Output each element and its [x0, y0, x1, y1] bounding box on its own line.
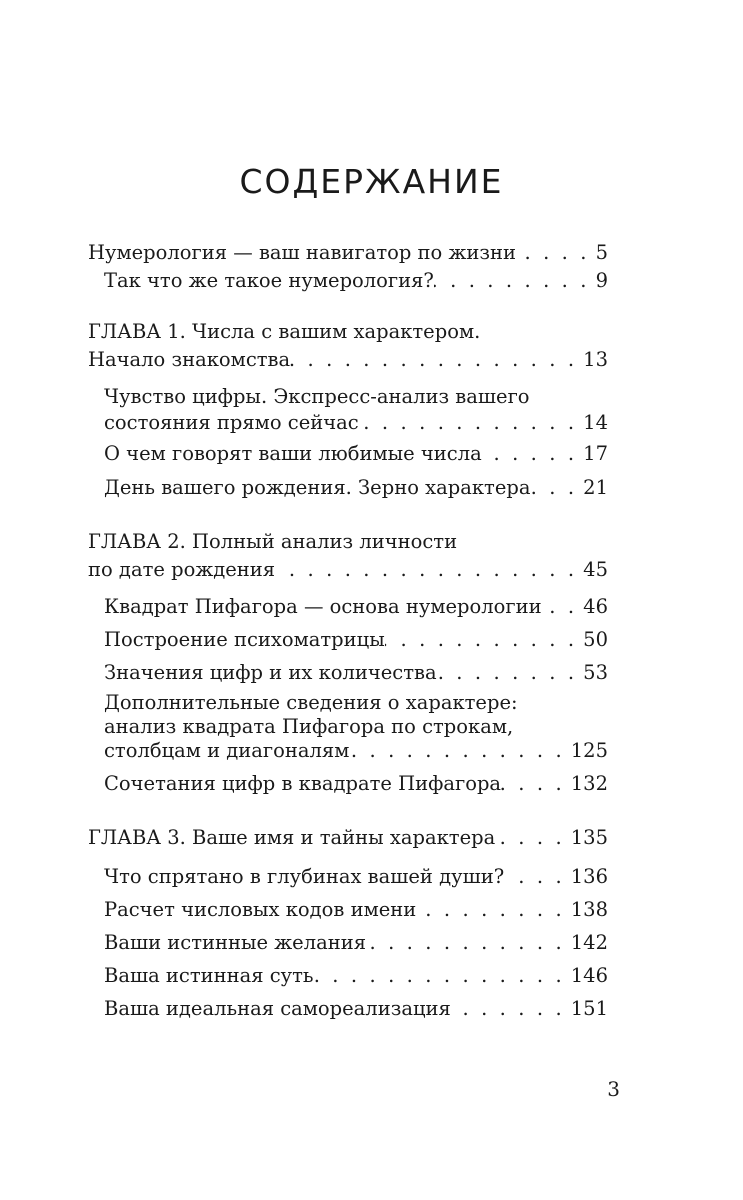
toc-entry-page: 138	[570, 898, 608, 921]
toc-entry-page: 151	[570, 997, 608, 1020]
toc-entry-page: 142	[570, 931, 608, 954]
dot-leader	[314, 962, 571, 990]
toc-entry-additional-info[interactable]	[104, 737, 608, 765]
toc-entry-page: 9	[595, 269, 608, 292]
dot-leader	[495, 824, 571, 852]
toc-entry-page: 17	[583, 442, 608, 465]
dot-leader	[366, 929, 571, 957]
toc-entry-title-line: анализ квадрата Пифагора по строкам,	[104, 715, 514, 738]
toc-entry-page: 46	[583, 595, 608, 618]
dot-leader	[275, 556, 583, 584]
toc-entry-title: Ваша истинная суть	[104, 964, 314, 987]
toc-entry-page: 53	[583, 661, 608, 684]
toc-entry-title: День вашего рождения. Зерно характера	[104, 476, 531, 499]
toc-entry-page: 132	[570, 772, 608, 795]
toc-entry-birthday[interactable]	[104, 474, 608, 502]
dot-leader	[290, 346, 583, 374]
toc-chapter-1[interactable]	[88, 346, 608, 374]
toc-chapter-2-heading[interactable]	[88, 528, 608, 556]
dot-leader	[359, 409, 583, 437]
toc-entry-psychomatrix[interactable]	[104, 626, 608, 654]
dot-leader	[542, 593, 584, 621]
toc-entry-title: Что спрятано в глубинах вашей души?	[104, 865, 505, 888]
page-title: СОДЕРЖАНИЕ	[239, 162, 504, 201]
toc-entry-title-line: Дополнительные сведения о характере:	[104, 691, 518, 714]
toc-entry-page: 13	[583, 348, 608, 371]
toc-entry-title: по дате рождения	[88, 558, 276, 581]
toc-entry-title: Ваши истинные желания	[104, 931, 367, 954]
dot-leader	[504, 863, 571, 891]
toc-entry-digit-combinations[interactable]	[104, 770, 608, 798]
toc-chapter-2[interactable]	[88, 556, 608, 584]
toc-entry-title: Построение психоматрицы	[104, 628, 385, 651]
toc-entry-digit-meanings[interactable]	[104, 659, 608, 687]
toc-entry-soul-depths[interactable]	[104, 863, 608, 891]
toc-entry-page: 21	[583, 476, 608, 499]
dot-leader	[516, 239, 596, 267]
toc-entry-true-essence[interactable]	[104, 962, 608, 990]
toc-entry-express-analysis[interactable]	[104, 409, 608, 437]
toc-chapter-3[interactable]	[88, 824, 608, 852]
dot-leader	[349, 737, 570, 765]
toc-entry-title-line: ГЛАВА 2. Полный анализ личности	[88, 530, 458, 553]
dot-leader	[385, 626, 583, 654]
dot-leader	[501, 770, 571, 798]
toc-entry-title: Значения цифр и их количества	[104, 661, 437, 684]
toc-entry-title: состояния прямо сейчас	[104, 411, 359, 434]
toc-entry-title: ГЛАВА 3. Ваше имя и тайны характера	[88, 826, 496, 849]
toc-chapter-1-heading[interactable]	[88, 318, 608, 346]
toc-entry-title: Расчет числовых кодов имени	[104, 898, 417, 921]
toc-entry-express-analysis-line1[interactable]	[104, 383, 608, 411]
toc-entry-pythagoras-square[interactable]	[104, 593, 608, 621]
dot-leader	[531, 474, 584, 502]
toc-entry-title: О чем говорят ваши любимые числа	[104, 442, 482, 465]
toc-entry-favorite-numbers[interactable]	[104, 440, 608, 468]
toc-entry-true-desires[interactable]	[104, 929, 608, 957]
toc-entry-page: 50	[583, 628, 608, 651]
page-number: 3	[607, 1077, 620, 1101]
toc-entry-title: Нумерология — ваш навигатор по жизни	[88, 241, 517, 264]
toc-entry-title: Ваша идеальная самореализация	[104, 997, 451, 1020]
toc-entry-title: Сочетания цифр в квадрате Пифагора	[104, 772, 502, 795]
toc-entry-name-codes[interactable]	[104, 896, 608, 924]
toc-entry-page: 135	[570, 826, 608, 849]
toc-entry-what-is-numerology[interactable]	[104, 267, 608, 295]
dot-leader	[451, 995, 571, 1023]
toc-entry-numerology-intro[interactable]	[88, 239, 608, 267]
toc-entry-title: Так что же такое нумерология?	[104, 269, 434, 292]
toc-entry-page: 14	[583, 411, 608, 434]
toc-entry-title-line: Чувство цифры. Экспресс-анализ вашего	[104, 385, 530, 408]
toc-entry-title: столбцам и диагоналям	[104, 739, 350, 762]
dot-leader	[482, 440, 583, 468]
toc-entry-self-realization[interactable]	[104, 995, 608, 1023]
toc-entry-title: Квадрат Пифагора — основа нумерологии	[104, 595, 542, 618]
toc-entry-page: 146	[570, 964, 608, 987]
toc-entry-page: 45	[583, 558, 608, 581]
dot-leader	[416, 896, 570, 924]
dot-leader	[434, 267, 596, 295]
toc-entry-page: 125	[570, 739, 608, 762]
dot-leader	[437, 659, 584, 687]
toc-entry-page: 5	[595, 241, 608, 264]
toc-entry-title-line: ГЛАВА 1. Числа с вашим характером.	[88, 320, 481, 343]
toc-entry-page: 136	[570, 865, 608, 888]
toc-entry-title: Начало знакомства	[88, 348, 291, 371]
